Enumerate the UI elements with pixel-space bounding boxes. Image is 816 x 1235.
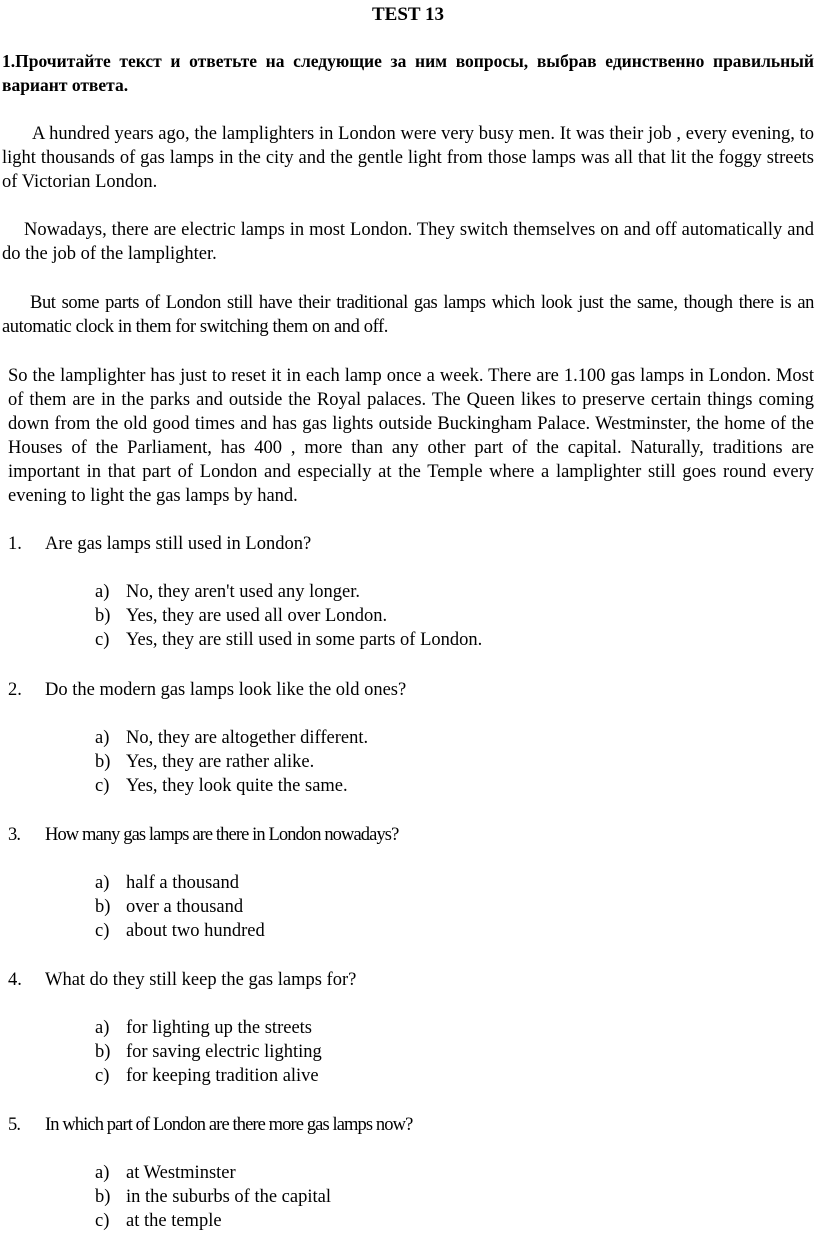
option-a <box>95 1016 322 1040</box>
option-letter: a) <box>95 1018 110 1038</box>
task-instruction: 1.Прочитайте текст и ответьте на следующие за ним вопросы, выбрав единственно правильный вариант ответа. <box>2 51 814 95</box>
question-3 <box>8 823 398 847</box>
option-letter: a) <box>95 728 110 748</box>
option-letter: c) <box>95 1211 110 1231</box>
option-text: No, they are altogether different. <box>126 728 369 748</box>
option-letter: c) <box>95 1066 110 1086</box>
reading-paragraph-2: Nowadays, there are electric lamps in most London. They switch themselves on and off automatically and do the job of the lamplighter. <box>2 220 814 264</box>
test-title: TEST 13 <box>372 4 444 25</box>
question-1 <box>8 532 311 556</box>
option-text: for keeping tradition alive <box>126 1066 319 1086</box>
option-letter: b) <box>95 897 111 917</box>
question-text: What do they still keep the gas lamps for? <box>45 970 357 990</box>
option-text: No, they aren't used any longer. <box>126 582 361 602</box>
option-b <box>95 750 368 774</box>
option-letter: c) <box>95 630 110 650</box>
option-text: at the temple <box>126 1211 222 1231</box>
option-b <box>95 604 482 628</box>
reading-paragraph-1: A hundred years ago, the lamplighters in London were very busy men. It was their job , every evening, to light thousands of gas lamps in the city and the gentle light from those lamps was all that lit the foggy streets of Victorian London. <box>2 124 814 192</box>
question-number: 4. <box>8 970 22 990</box>
option-b <box>95 895 265 919</box>
option-text: for lighting up the streets <box>126 1018 312 1038</box>
option-text: Yes, they are rather alike. <box>126 752 315 772</box>
question-number: 5. <box>8 1115 21 1135</box>
option-text: Yes, they are still used in some parts of London. <box>126 630 483 650</box>
question-2-options <box>95 726 368 798</box>
question-2 <box>8 678 406 702</box>
question-3-options <box>95 871 265 943</box>
option-a <box>95 871 265 895</box>
option-a <box>95 580 482 604</box>
option-c <box>95 1209 331 1233</box>
option-letter: a) <box>95 582 110 602</box>
option-letter: a) <box>95 1163 110 1183</box>
reading-paragraph-3: But some parts of London still have their traditional gas lamps which look just the same, though there is an automatic clock in them for switching them on and off. <box>2 293 814 337</box>
option-text: for saving electric lighting <box>126 1042 322 1062</box>
option-a <box>95 726 368 750</box>
option-c <box>95 919 265 943</box>
question-text: Do the modern gas lamps look like the old ones? <box>45 680 407 700</box>
option-text: half a thousand <box>126 873 240 893</box>
option-text: in the suburbs of the capital <box>126 1187 331 1207</box>
option-text: over a thousand <box>126 897 244 917</box>
question-5-options <box>95 1161 331 1233</box>
option-b <box>95 1185 331 1209</box>
question-text: In which part of London are there more gas lamps now? <box>45 1115 413 1135</box>
option-a <box>95 1161 331 1185</box>
question-4 <box>8 968 356 992</box>
question-number: 1. <box>8 534 22 554</box>
option-letter: b) <box>95 1187 111 1207</box>
option-b <box>95 1040 322 1064</box>
option-letter: b) <box>95 752 111 772</box>
option-c <box>95 1064 322 1088</box>
question-1-options <box>95 580 482 652</box>
option-c <box>95 628 482 652</box>
option-text: Yes, they are used all over London. <box>126 606 388 626</box>
option-text: about two hundred <box>126 921 265 941</box>
question-5 <box>8 1113 412 1137</box>
option-letter: c) <box>95 776 110 796</box>
question-text: How many gas lamps are there in London nowadays? <box>45 825 399 845</box>
question-number: 3. <box>8 825 21 845</box>
option-letter: c) <box>95 921 110 941</box>
question-text: Are gas lamps still used in London? <box>45 534 312 554</box>
question-number: 2. <box>8 680 22 700</box>
reading-paragraph-4: So the lamplighter has just to reset it in each lamp once a week. There are 1.100 gas lamps in London. Most of them are in the parks and outside the Royal palaces. The Queen likes to preserve certain things coming down from the old good times and has gas lights outside Buckingham Palace. Westminster, the home of the Houses of the Parliament, has 400 , more than any other part of the capital. Naturally, traditions are important in that part of London and especially at the Temple where a lamplighter still goes round every evening to light the gas lamps by hand. <box>8 366 814 506</box>
option-letter: a) <box>95 873 110 893</box>
option-letter: b) <box>95 606 111 626</box>
option-text: at Westminster <box>126 1163 236 1183</box>
option-text: Yes, they look quite the same. <box>126 776 348 796</box>
question-4-options <box>95 1016 322 1088</box>
option-letter: b) <box>95 1042 111 1062</box>
option-c <box>95 774 368 798</box>
